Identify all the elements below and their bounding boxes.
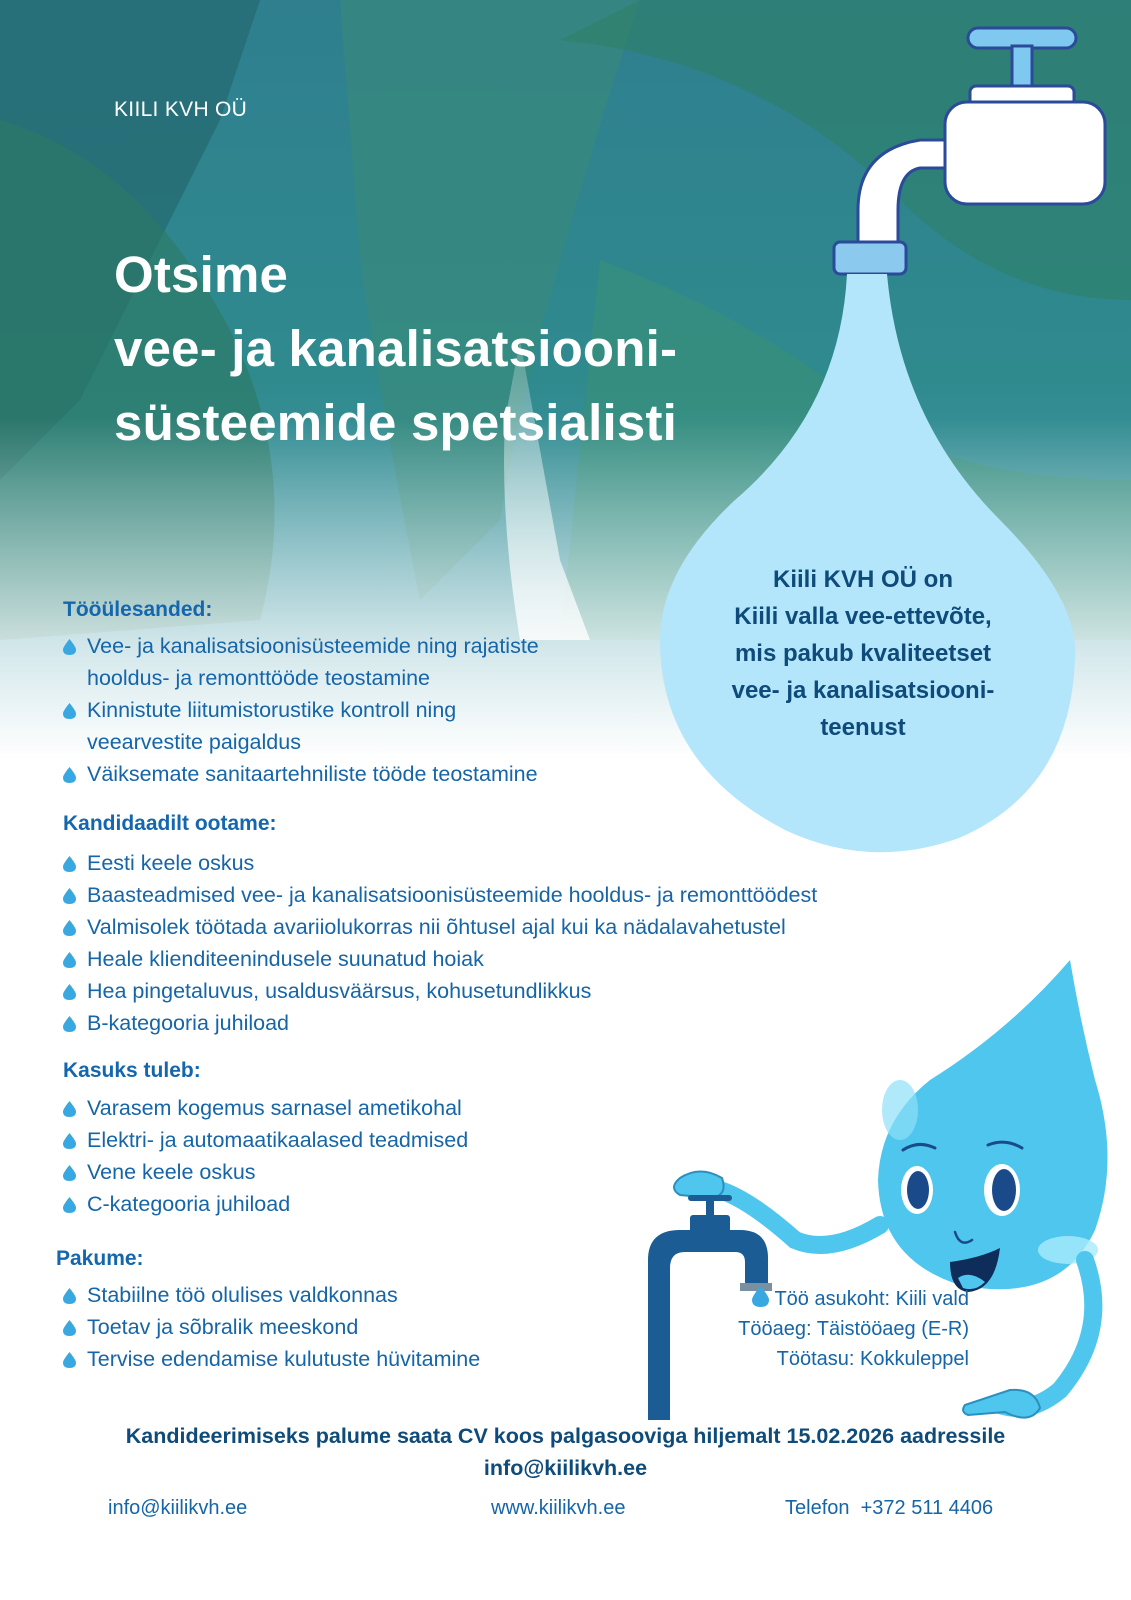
water-drop-bullet-icon (63, 1101, 76, 1117)
section-title-bonus: Kasuks tuleb: (63, 1059, 201, 1082)
water-drop-bullet-icon (63, 888, 76, 904)
list-item: Eesti keele oskus (63, 847, 817, 879)
water-drop-bullet-icon (63, 952, 76, 968)
list-item: Väiksemate sanitaartehniliste tööde teostamine (63, 758, 539, 790)
water-drop-bullet-icon (752, 1286, 769, 1307)
water-drop-bullet-icon (63, 1133, 76, 1149)
water-drop-bullet-icon (63, 984, 76, 1000)
list-item: Elektri- ja automaatikaalased teadmised (63, 1124, 468, 1156)
water-drop-bullet-icon (63, 1288, 76, 1304)
application-cta (0, 1420, 1131, 1484)
section-title-duties: Tööülesanded: (63, 598, 213, 621)
footer-email-link[interactable]: info@kiilikvh.ee (108, 1497, 248, 1519)
footer-phone[interactable]: Telefon +372 511 4406 (785, 1497, 994, 1519)
water-drop-bullet-icon (63, 1165, 76, 1181)
list-item: Varasem kogemus sarnasel ametikohal (63, 1092, 468, 1124)
section-title-offer: Pakume: (56, 1247, 144, 1270)
drop-line: Kiili valla vee-ettevõte, (734, 603, 992, 630)
water-drop-bullet-icon (63, 639, 76, 655)
water-drop-bullet-icon (63, 767, 76, 783)
water-drop-bullet-icon (63, 1016, 76, 1032)
section-title-expect: Kandidaadilt ootame: (63, 812, 277, 835)
water-drop-bullet-icon (63, 1197, 76, 1213)
list-item: C-kategooria juhiload (63, 1188, 468, 1220)
drop-line: Kiili KVH OÜ on (773, 566, 953, 593)
list-item: Heale klienditeenindusele suunatud hoiak (63, 943, 817, 975)
job-hours: Tööaeg: Täistööaeg (E-R) (738, 1318, 969, 1340)
water-drop-bullet-icon (63, 856, 76, 872)
job-salary: Töötasu: Kokkuleppel (776, 1348, 969, 1370)
water-drop-bullet-icon (63, 703, 76, 719)
drop-line: teenust (820, 714, 906, 741)
list-item: Stabiilne töö olulises valdkonnas (63, 1279, 480, 1311)
headline-line-1: Otsime (114, 246, 289, 303)
list-item: B-kategooria juhiload (63, 1007, 817, 1039)
list-item: Hea pingetaluvus, usaldusväärsus, kohusetundlikkus (63, 975, 817, 1007)
headline-line-2: vee- ja kanalisatsiooni- (114, 320, 678, 377)
drop-line: mis pakub kvaliteetset (734, 640, 992, 667)
drop-line: vee- ja kanalisatsiooni- (731, 677, 995, 704)
faucet-icon (834, 28, 1105, 274)
company-name: KIILI KVH OÜ (114, 98, 248, 121)
cta-email[interactable]: info@kiilikvh.ee (483, 1456, 648, 1480)
expect-list (63, 847, 817, 1039)
bonus-list (63, 1092, 468, 1220)
list-item: Valmisolek töötada avariiolukorras nii õhtusel ajal kui ka nädalavahetustel (63, 911, 817, 943)
list-item: Tervise edendamise kulutuste hüvitamine (63, 1343, 480, 1375)
water-drop-bullet-icon (63, 920, 76, 936)
headline-line-3: süsteemide spetsialisti (114, 394, 678, 451)
water-drop-bullet-icon (63, 1320, 76, 1336)
cta-line-1: Kandideerimiseks palume saata CV koos palgasooviga hiljemalt 15.02.2026 aadressile (125, 1424, 1006, 1448)
company-description (713, 561, 1013, 746)
list-item: Toetav ja sõbralik meeskond (63, 1311, 480, 1343)
list-item: Vene keele oskus (63, 1156, 468, 1188)
offer-list (63, 1279, 480, 1375)
list-item: Vee- ja kanalisatsioonisüsteemide ning rajatiste hooldus- ja remonttööde teostamine (63, 630, 539, 694)
list-item: Baasteadmised vee- ja kanalisatsioonisüsteemide hooldus- ja remonttöödest (63, 879, 817, 911)
duties-list (63, 630, 539, 790)
water-drop-bullet-icon (63, 1352, 76, 1368)
job-location: Töö asukoht: Kiili vald (738, 1284, 969, 1314)
job-info (738, 1284, 969, 1374)
footer-website-link[interactable]: www.kiilikvh.ee (491, 1497, 626, 1519)
list-item: Kinnistute liitumistorustike kontroll ning veearvestite paigaldus (63, 694, 539, 758)
